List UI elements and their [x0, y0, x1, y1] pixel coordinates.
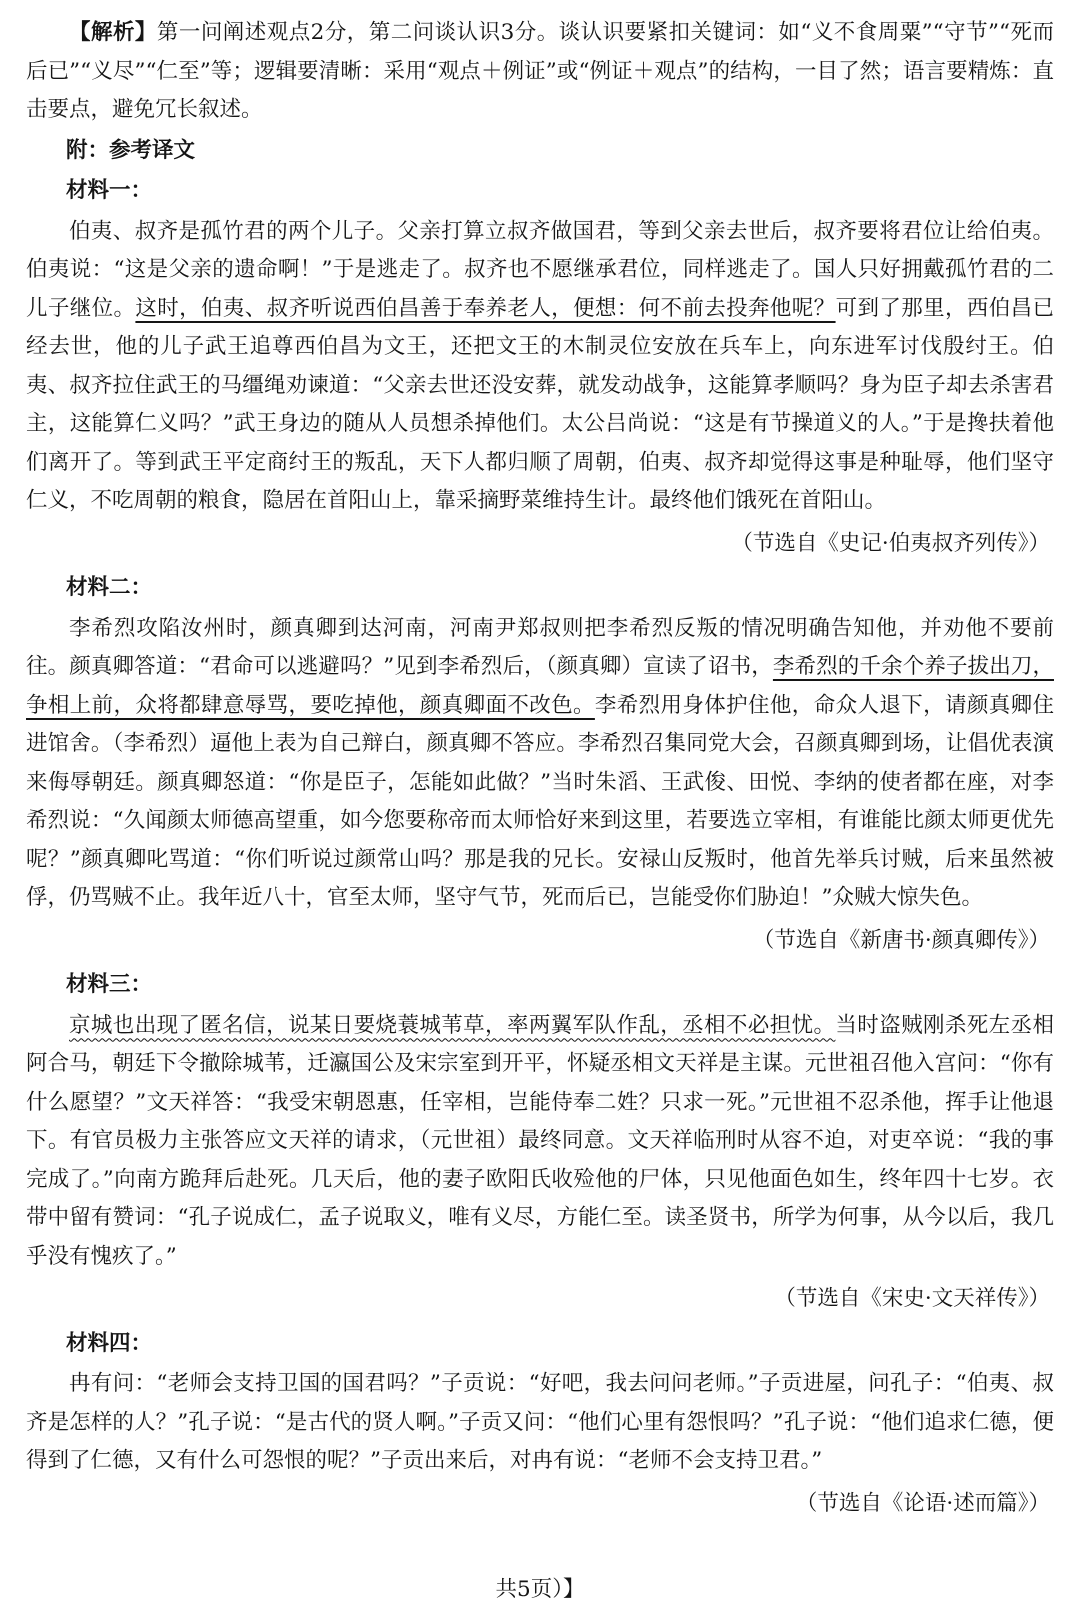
material1-underlined: 这时，伯夷、叔齐听说西伯昌善于奉养老人，便想：何不前去投奔他呢？ [135, 295, 836, 321]
material4-title: 材料四： [66, 1330, 153, 1356]
material2-text-a: 李希烈攻陷汝州时，颜真卿到达河南，河南尹郑叔则把李希烈反叛的情况明确告知他，并劝他不要前往。颜真卿答道：“君命可以逃避吗？”见到李希烈后，（颜真卿）宣读了诏书， [26, 615, 1054, 679]
page-footer: 共5页）】 [495, 1577, 585, 1602]
material3-title: 材料三： [66, 972, 153, 997]
material1-paragraph [26, 213, 1054, 521]
analysis-paragraph [26, 14, 1054, 130]
material1-source: （节选自《史记·伯夷叔齐列传》） [731, 530, 1050, 556]
material4-paragraph [26, 1365, 1054, 1481]
analysis-label: 【解析】 [69, 20, 157, 45]
appendix-title: 附：参考译文 [66, 137, 196, 163]
material4-text-a: 冉有问：“老师会支持卫国的国君吗？”子贡说：“好吧，我去问问老师。”子贡进屋，问孔子：“伯夷、叔齐是怎样的人？”孔子说：“是古代的贤人啊。”子贡又问：“他们心里有怨恨吗？”孔子说：“他们追求仁德，便得到了仁德，又有什么可怨恨的呢？”子贡出来后，对冉有说：“老师不会支持卫君。” [26, 1371, 1054, 1473]
material1-title: 材料一： [66, 178, 153, 203]
material1-text-b: 可到了那里，西伯昌已经去世，他的儿子武王追尊西伯昌为文王，还把文王的木制灵位安放在兵车上，向东进军讨伐殷纣王。伯夷、叔齐拉住武王的马缰绳劝谏道：“父亲去世还没安葬，就发动战争，这能算孝顺吗？身为臣子却去杀害君主，这能算仁义吗？”武王身边的随从人员想杀掉他们。太公吕尚说：“这是有节操道义的人。”于是搀扶着他们离开了。等到武王平定商纣王的叛乱，天下人都归顺了周朝，伯夷、叔齐却觉得这事是种耻辱，他们坚守仁义，不吃周朝的粮食，隐居在首阳山上，靠采摘野菜维持生计。最终他们饿死在首阳山。 [26, 295, 1054, 513]
material2-paragraph [26, 610, 1054, 918]
material4-source: （节选自《论语·述而篇》） [795, 1490, 1050, 1516]
material3-underlined: 京城也出现了匿名信，说某日要烧蓑城苇草，率两翼军队作乱，丞相不必担忧。 [69, 1012, 836, 1038]
material3-paragraph [26, 1007, 1054, 1277]
material2-source: （节选自《新唐书·颜真卿传》） [752, 927, 1050, 953]
material2-text-b: 李希烈用身体护住他，命众人退下，请颜真卿住进馆舍。（李希烈）逼他上表为自己辩白，颜真卿不答应。李希烈召集同党大会，召颜真卿到场，让倡优表演来侮辱朝廷。颜真卿怒道：“你是臣子，怎能如此做？”当时朱滔、王武俊、田悦、李纳的使者都在座，对李希烈说：“久闻颜太师德高望重，如今您要称帝而太师恰好来到这里，若要选立宰相，有谁能比颜太师更优先呢？”颜真卿叱骂道：“你们听说过颜常山吗？那是我的兄长。安禄山反叛时，他首先举兵讨贼，后来虽然被俘，仍骂贼不止。我年近八十，官至太师，坚守气节，死而后已，岂能受你们胁迫！”众贼大惊失色。 [26, 692, 1054, 910]
material3-source: （节选自《宋史·文天祥传》） [774, 1286, 1050, 1311]
material2-underlined: 李希烈的千余个养子拔出刀，争相上前，众将都肆意辱骂，要吃掉他，颜真卿面不改色。 [26, 654, 1054, 718]
material2-title: 材料二： [66, 575, 153, 600]
material1-text-a: 伯夷、叔齐是孤竹君的两个儿子。父亲打算立叔齐做国君，等到父亲去世后，叔齐要将君位让给伯夷。伯夷说：“这是父亲的遗命啊！”于是逃走了。叔齐也不愿继承君位，同样逃走了。国人只好拥戴孤竹君的二儿子继位。 [26, 218, 1054, 321]
material3-text-b: 当时盗贼刚杀死左丞相阿合马，朝廷下令撤除城苇，迁瀛国公及宋宗室到开平，怀疑丞相文天祥是主谋。元世祖召他入宫问：“你有什么愿望？”文天祥答：“我受宋朝恩惠，任宰相，岂能侍奉二姓？只求一死。”元世祖不忍杀他，挥手让他退下。有官员极力主张答应文天祥的请求，（元世祖）最终同意。文天祥临刑时从容不迫，对吏卒说：“我的事完成了。”向南方跪拜后赴死。几天后，他的妻子欧阳氏收殓他的尸体，只见他面色如生，终年四十七岁。衣带中留有赞词：“孔子说成仁，孟子说取义，唯有义尽，方能仁至。读圣贤书，所学为何事，从今以后，我几乎没有愧疚了。” [26, 1012, 1054, 1269]
analysis-text: 第一问阐述观点2分，第二问谈认识3分。谈认识要紧扣关键词：如“义不食周粟”“守节”“死而后已”“义尽”“仁至”等；逻辑要清晰：采用“观点＋例证”或“例证＋观点”的结构，一目了然；语言要精炼：直击要点，避免冗长叙述。 [26, 20, 1054, 122]
